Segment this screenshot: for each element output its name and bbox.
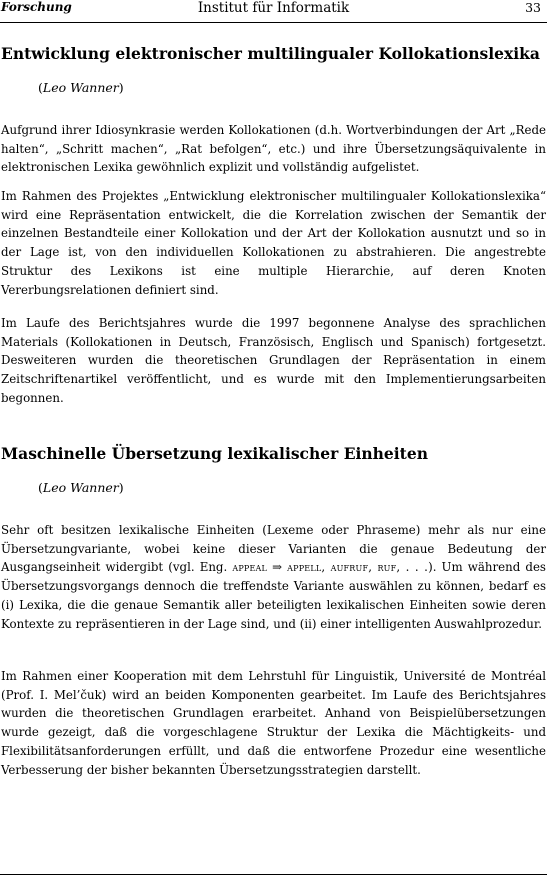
author-name: Leo Wanner	[42, 480, 119, 495]
page-number: 33	[525, 0, 541, 15]
paragraph-text: Sehr oft besitzen lexikalische Einheiten (Lexeme oder Phraseme) mehr als nur eine Übersetzungvariante, wobei keine dieser Varianten die genaue Bedeutung der Ausgangseinheit widergibt (vgl. Eng.	[1, 523, 546, 575]
section-title-kollokationslexika: Entwicklung elektronischer multilingualer Kollokationslexika	[1, 44, 540, 63]
section-title-maschinelle-uebersetzung: Maschinelle Übersetzung lexikalischer Einheiten	[1, 444, 428, 463]
header-section-label: Forschung	[1, 0, 72, 14]
example-target-terms: appell, aufruf, ruf, . . .	[287, 560, 429, 575]
paragraph: Im Rahmen des Projektes „Entwicklung elektronischer multilingualer Kollokationslexika“ wird eine Repräsentation entwickelt, die die Korrelation zwischen der Semantik der einzelnen Bestandteile einer Kollokation und der Art der Kollokation ausnutzt und so in der Lage ist, von den individuellen Kollokationen zu abstrahieren. Die angestrebte Struktur des Lexikons ist eine multiple Hierarchie, auf deren Knoten Vererbungsrelationen definiert sind.	[1, 189, 546, 297]
paragraph-text: ). Um während des Übersetzungsvorgangs dennoch die treffendste Variante auswählen zu können, bedarf es (i) Lexika, die die genaue Semantik aller beteiligten lexikalischen Einheiten sowie deren Kontexte zu repräsentieren in der Lage sind, und (ii) einer intelligenten Auswahlprozedur.	[1, 560, 546, 631]
page-header	[0, 0, 547, 23]
paragraph: Im Rahmen einer Kooperation mit dem Lehrstuhl für Linguistik, Université de Montréal (Prof. I. Mel’čuk) wird an beiden Komponenten gearbeitet. Im Laufe des Berichtsjahres wurden die theoretischen Grundlagen erarbeitet. Anhand von Beispielübersetzungen wurde gezeigt, daß die vorgeschlagene Struktur der Lexika die Mächtigkeits- und Flexibilitätsanforderungen erfüllt, und daß die entworfene Prozedur eine wesentliche Verbesserung der bisher bekannten Übersetzungsstrategien darstellt.	[1, 669, 546, 777]
paragraph: Aufgrund ihrer Idiosynkrasie werden Kollokationen (d.h. Wortverbindungen der Art „Rede halten“, „Schritt machen“, „Rat befolgen“, etc.) und ihre Übersetzungsäquivalente in elektronischen Lexika gewöhnlich explizit und vollständig aufgelistet.	[1, 123, 546, 175]
section-author: (Leo Wanner)	[38, 480, 124, 495]
arrow-symbol: ⇒	[267, 560, 288, 575]
section-author: (Leo Wanner)	[38, 80, 124, 95]
paragraph	[1, 521, 546, 633]
author-name: Leo Wanner	[42, 80, 119, 95]
header-institute: Institut für Informatik	[197, 0, 350, 16]
footer-rule	[0, 874, 547, 875]
example-source-term: appeal	[232, 560, 268, 575]
paragraph: Im Laufe des Berichtsjahres wurde die 1997 begonnene Analyse des sprachlichen Materials (Kollokationen in Deutsch, Französisch, Englisch und Spanisch) fortgesetzt. Desweiteren wurden die theoretischen Grundlagen der Repräsentation in einem Zeitschriftenartikel veröffentlicht, und es wurde mit den Implementierungsarbeiten begonnen.	[1, 316, 546, 405]
